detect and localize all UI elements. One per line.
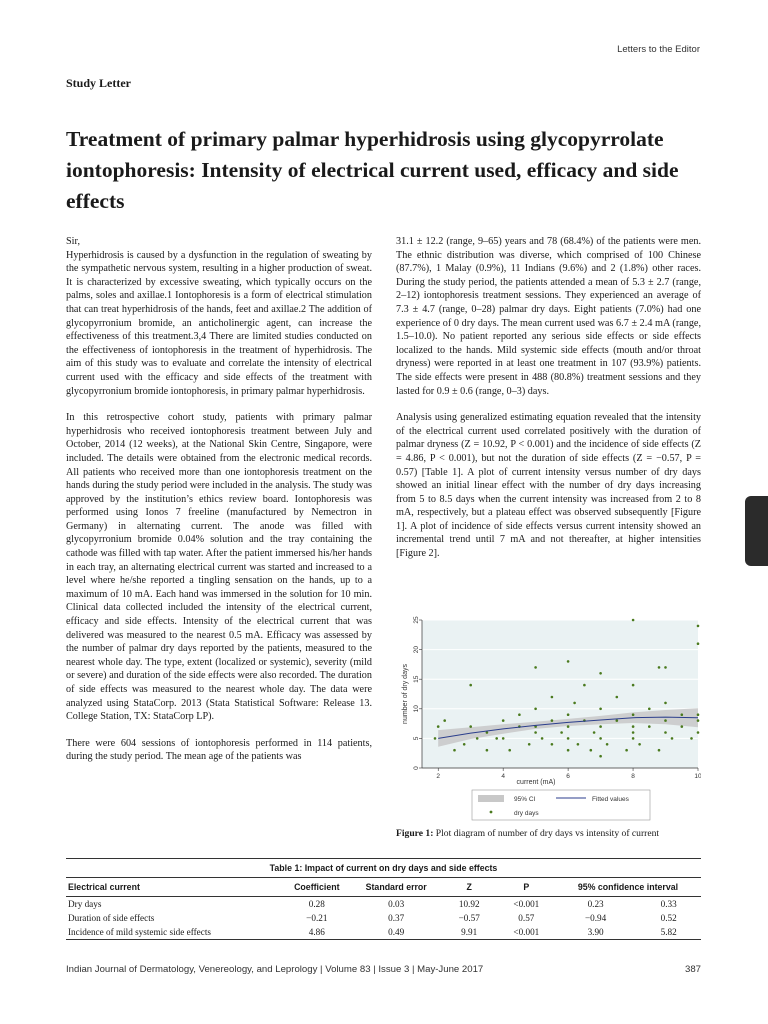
data-point xyxy=(616,719,619,722)
data-point xyxy=(508,749,511,752)
results-table xyxy=(66,878,701,940)
row-label: Incidence of mild systemic side effects xyxy=(66,925,282,940)
x-tick-label: 10 xyxy=(694,773,701,780)
plot-area xyxy=(422,620,698,768)
figure-caption xyxy=(396,828,701,839)
data-point xyxy=(599,672,602,675)
cell-z: 9.91 xyxy=(441,925,498,940)
cell-z: 10.92 xyxy=(458,899,480,909)
side-tab-marker xyxy=(745,496,768,566)
data-point xyxy=(573,702,576,705)
data-point xyxy=(697,642,700,645)
data-point xyxy=(577,743,580,746)
cell-coefficient: 0.28 xyxy=(308,899,325,909)
data-point xyxy=(495,737,498,740)
x-tick-label: 6 xyxy=(566,773,570,780)
data-point xyxy=(690,737,693,740)
legend-ci-label: 95% CI xyxy=(514,796,536,803)
cell-z: −0.57 xyxy=(458,913,480,923)
paragraph-analysis: Analysis using generalized estimating equation revealed that the intensity of the electrical current used correlated positively with the duration of palmar dryness (Z = 10.92, P < 0.001) and the incidence of side effects (Z = 4.86, P < 0.001), but not the duration of side effects (Z = −0.57, P = 0.57) [Table 1]. A plot of current intensity versus number of dry days showed an initial linear effect with the number of dry days increasing from 5 to 8.5 days when the current intensity was increased from 2 to 8 mA, respectively, but a plateau effect was observed subsequently [Figure 1]. A plot of incidence of side effects versus current intensity showed an incremental trend until 7 mA and not thereafter, at higher intensities [Figure 2]. xyxy=(396,412,701,560)
figure-caption-label: Figure 1: xyxy=(396,828,434,839)
data-point xyxy=(599,737,602,740)
data-point xyxy=(638,743,641,746)
data-point xyxy=(681,713,684,716)
data-point xyxy=(671,737,674,740)
left-column xyxy=(66,235,372,764)
cell-p: <0.001 xyxy=(513,899,540,909)
data-point xyxy=(648,725,651,728)
legend-points-label: dry days xyxy=(514,810,539,817)
data-point xyxy=(443,719,446,722)
data-point xyxy=(486,749,489,752)
y-axis-title: number of dry days xyxy=(402,664,409,724)
data-point xyxy=(551,743,554,746)
cell-ci-high: 0.33 xyxy=(660,899,677,909)
table-1 xyxy=(66,858,701,940)
header-standard-error: Standard error xyxy=(352,878,441,897)
data-point xyxy=(664,702,667,705)
y-tick-label: 5 xyxy=(413,736,420,741)
y-tick-label: 15 xyxy=(413,675,420,683)
data-point xyxy=(632,619,635,622)
data-point xyxy=(528,743,531,746)
cell-ci-low: −0.94 xyxy=(584,913,607,923)
data-point xyxy=(616,696,619,699)
header-confidence-interval: 95% confidence interval xyxy=(555,878,701,897)
data-point xyxy=(518,713,521,716)
figure-1 xyxy=(396,616,701,824)
data-point xyxy=(551,719,554,722)
data-point xyxy=(534,731,537,734)
data-point xyxy=(534,666,537,669)
data-point xyxy=(632,731,635,734)
data-point xyxy=(567,737,570,740)
header-p: P xyxy=(498,878,555,897)
legend-ci-swatch xyxy=(478,795,504,802)
data-point xyxy=(658,666,661,669)
legend-points-swatch xyxy=(490,811,493,814)
legend-fit-label: Fitted values xyxy=(592,796,629,803)
data-point xyxy=(697,625,700,628)
cell-standard-error: 0.37 xyxy=(388,913,405,923)
data-point xyxy=(697,731,700,734)
y-tick-label: 25 xyxy=(413,616,420,624)
data-point xyxy=(551,696,554,699)
legend xyxy=(472,790,650,820)
data-point xyxy=(437,725,440,728)
right-column xyxy=(396,235,701,561)
header-coefficient: Coefficient xyxy=(282,878,352,897)
page-number: 387 xyxy=(684,964,701,975)
row-label: Duration of side effects xyxy=(68,913,155,923)
data-point xyxy=(502,719,505,722)
scatter-chart xyxy=(396,616,701,824)
y-tick-label: 20 xyxy=(413,645,420,654)
data-point xyxy=(476,737,479,740)
cell-ci-high: 0.52 xyxy=(660,913,677,923)
row-label: Dry days xyxy=(68,899,102,909)
table-row xyxy=(66,925,701,940)
data-point xyxy=(697,713,700,716)
data-point xyxy=(632,684,635,687)
data-point xyxy=(567,660,570,663)
data-point xyxy=(453,749,456,752)
data-point xyxy=(625,749,628,752)
data-point xyxy=(681,725,684,728)
figure-caption-text: Plot diagram of number of dry days vs intensity of current xyxy=(433,828,660,839)
data-point xyxy=(664,731,667,734)
cell-p: <0.001 xyxy=(498,925,555,940)
section-label: Study Letter xyxy=(66,76,131,90)
data-point xyxy=(469,725,472,728)
salutation: Sir, xyxy=(66,236,81,247)
data-point xyxy=(593,731,596,734)
y-tick-label: 0 xyxy=(413,766,420,770)
data-point xyxy=(469,684,472,687)
data-point xyxy=(463,743,466,746)
data-point xyxy=(606,743,609,746)
paragraph-results: 31.1 ± 12.2 (range, 9–65) years and 78 (68.4%) of the patients were men. The ethnic distribution was diverse, which comprised of 100 Chinese (87.7%), 1 Malay (0.9%), 11 Indians (9.6%) and 2 (1.8%) other races. During the study period, the patients attended a mean of 5.3 ± 2.7 (range, 2–12) iontophoresis treatment sessions. They experienced an average of 7.3 ± 4.7 (range, 0–28) palmar dry days. Eight patients (7.0%) had one experience of 0 dry days. The mean current used was 6.7 ± 2.4 mA (range, 1.5–10.0). No patient reported any serious side effects or side effects localized to the hands. Mild systemic side effects (mouth and/or throat dryness) were reported in at least one treatment in 107 (93.9%) patients. The side effects were present in 488 (80.8%) treatment sessions and they lasted for 0.9 ± 0.6 (range, 0–3) days. xyxy=(396,236,701,397)
cell-standard-error: 0.03 xyxy=(388,899,405,909)
data-point xyxy=(502,737,505,740)
cell-p: 0.57 xyxy=(518,913,535,923)
data-point xyxy=(590,749,593,752)
header-z: Z xyxy=(441,878,498,897)
paragraph-methods: In this retrospective cohort study, patients with primary palmar hyperhidrosis who received iontophoresis treatment between July and October, 2014 (12 weeks), at the National Skin Centre, Singapore, were included. The details were obtained from the electronic medical records. All patients who received more than one iontophoresis treatment on the hands during the study period were included in the analysis. The study was approved by the institution’s ethics review board. Iontophoresis was performed using Ionos 7 freeline (manufactured by Nemectron in Germany) in alternating current. The anode was filled with glycopyrronium bromide 0.04% solution and the tray containing the cathode was filled with tap water. After the patient immersed his/her hands in each tray, an alternating electrical current was started and increased to a level where he/she reported a tingling sensation on the hands, up to a maximum of 10 mA. Each hand was immersed in the solution for 10 min. Clinical data collected included the intensity of the electrical current, efficacy and side effects. Intensity of the electrical current that was delivered was measured to the nearest 0.5 mA. Efficacy was assessed by the number of palmar dry days reported by the patients, measured to the nearest whole day. The type, extent (localized or systemic), severity (mild or severe) and duration of the side effects were also recorded. The duration of side effects was measured to the nearest whole day. The data were analyzed using StataCorp. 2013 (Stata Statistical Software: Release 13. College Station, TX: StataCorp LP). xyxy=(66,412,372,723)
data-point xyxy=(583,684,586,687)
paragraph-results-start: There were 604 sessions of iontophoresis performed in 114 patients, during the study period. The mean age of the patients was xyxy=(66,737,372,763)
journal-citation: Indian Journal of Dermatology, Venereology, and Leprology | Volume 83 | Issue 3 | May-June 2017 xyxy=(66,964,484,975)
cell-coefficient: 4.86 xyxy=(282,925,352,940)
cell-standard-error: 0.49 xyxy=(352,925,441,940)
data-point xyxy=(567,749,570,752)
cell-ci-low: 3.90 xyxy=(555,925,636,940)
data-point xyxy=(697,719,700,722)
data-point xyxy=(632,737,635,740)
header-electrical-current: Electrical current xyxy=(66,878,282,897)
running-head: Letters to the Editor xyxy=(617,44,700,55)
x-tick-label: 4 xyxy=(501,773,505,780)
legend-box xyxy=(472,790,650,820)
x-tick-label: 8 xyxy=(631,773,635,780)
data-point xyxy=(664,666,667,669)
page-footer xyxy=(66,964,701,975)
data-point xyxy=(567,725,570,728)
cell-ci-high: 5.82 xyxy=(636,925,701,940)
data-point xyxy=(534,708,537,711)
data-point xyxy=(599,725,602,728)
data-point xyxy=(560,731,563,734)
data-point xyxy=(567,713,570,716)
cell-ci-low: 0.23 xyxy=(587,899,604,909)
y-tick-label: 10 xyxy=(413,705,420,713)
table-row xyxy=(66,911,701,925)
data-point xyxy=(648,708,651,711)
table-title: Table 1: Impact of current on dry days and side effects xyxy=(66,858,701,878)
data-point xyxy=(658,749,661,752)
data-point xyxy=(599,755,602,758)
table-row xyxy=(66,897,701,912)
data-point xyxy=(664,719,667,722)
paragraph-intro: Hyperhidrosis is caused by a dysfunction in the regulation of sweating by the sympathetic nervous system, resulting in a higher production of sweat. It is characterized by excessive sweating, which typically occurs on the palms, soles and axillae.1 Iontophoresis is a form of electrical stimulation that can treat hyperhidrosis of the hands, feet and axillae.2 The addition of glycopyrronium bromide, an anticholinergic agent, can increase the effectiveness of this treatment.3,4 There are limited studies conducted on the effectiveness of iontophoresis in the treatment of hyperhidrosis. The aim of this study was to evaluate and correlate the intensity of electrical current used with the efficacy and side effects of the treatment with glycopyrronium bromide iontophoresis, in primary palmar hyperhidrosis. xyxy=(66,249,372,397)
data-point xyxy=(632,725,635,728)
x-axis-title: current (mA) xyxy=(516,779,556,786)
data-point xyxy=(599,708,602,711)
data-point xyxy=(434,737,437,740)
article-title: Treatment of primary palmar hyperhidrosis using glycopyrrolate iontophoresis: Intensity of electrical current used, efficacy and side effects xyxy=(66,127,679,213)
data-point xyxy=(632,713,635,716)
data-point xyxy=(541,737,544,740)
x-tick-label: 2 xyxy=(436,773,441,780)
cell-coefficient: −0.21 xyxy=(306,913,328,923)
